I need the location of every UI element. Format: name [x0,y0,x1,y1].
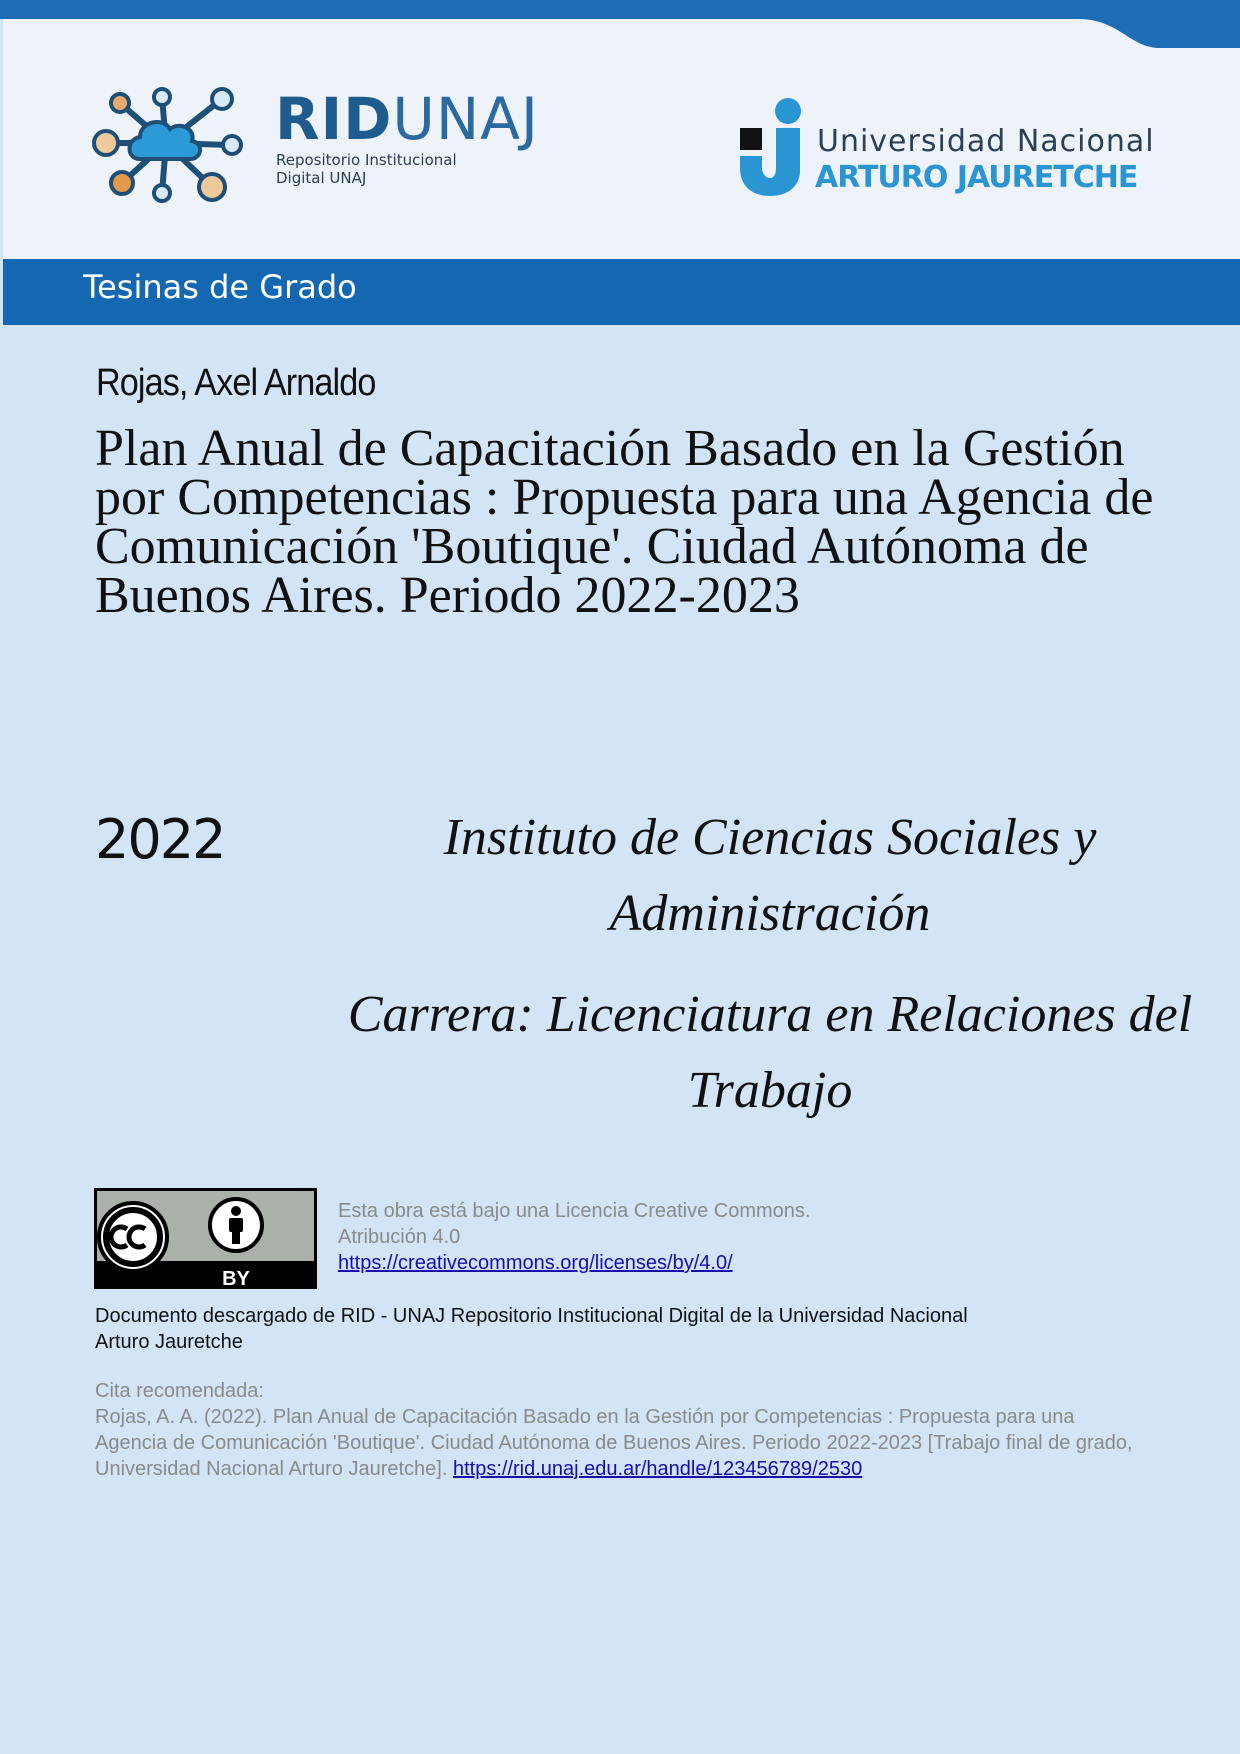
author-name: Rojas, Axel Arnaldo [96,362,376,404]
top-color-strip [0,0,1240,19]
download-note: Documento descargado de RID - UNAJ Repositorio Institucional Digital de la Universidad Nacional Arturo Jauretche [95,1305,968,1353]
license-link[interactable]: https://creativecommons.org/licenses/by/4.0/ [338,1252,733,1274]
citation-heading: Cita recomendada: [95,1380,264,1402]
license-info [338,1198,810,1276]
institute-name: Instituto de Ciencias Sociales y Administración [443,809,1097,942]
license-line1: Esta obra está bajo una Licencia Creative Commons. [338,1200,811,1222]
cc-by-license-badge[interactable] [93,1187,318,1290]
corner-swoosh-decoration [1080,0,1240,50]
citation-block [95,1378,1145,1482]
career-name: Carrera: Licenciatura en Relaciones del Trabajo [347,986,1193,1119]
rid-logo-title-bold: RID [275,85,393,153]
cc-icon [99,1203,167,1271]
document-title: Plan Anual de Capacitación Basado en la Gestión por Competencias : Propuesta para una Agencia de Comunicación 'Boutique'. Ciudad Autónoma de Buenos Aires. Periodo 2022-2023 [95,420,1154,624]
publication-year: 2022 [95,808,225,871]
license-line2: Atribución 4.0 [338,1226,461,1248]
cc-badge-label: BY [222,1268,250,1290]
rid-logo-subtitle-line1: Repositorio Institucional [276,151,457,169]
section-label: Tesinas de Grado [83,268,357,306]
attribution-person-icon [210,1199,262,1251]
citation-body [95,1404,1145,1482]
rid-logo-wordmark [275,85,540,153]
unaj-logo-line2: ARTURO JAURETCHE [815,160,1138,195]
citation-link[interactable]: https://rid.unaj.edu.ar/handle/123456789/2530 [452,1458,863,1480]
rid-logo-title-light: UNAJ [392,85,540,153]
rid-logo-subtitle-line2: Digital UNAJ [276,169,367,187]
rid-logo-subtitle [276,151,457,187]
unaj-j-logo-icon [738,98,806,198]
rid-network-cloud-logo-icon [90,85,250,205]
citation-text: Rojas, A. A. (2022). Plan Anual de Capacitación Basado en la Gestión por Competencias : Propuesta para una Agencia de Comunicación 'Boutique'. Ciudad Autónoma de Buenos Aires. Periodo 2022-2023 [Trabajo final de grado, Universidad Nacional Arturo Jauretche]. [95,1406,1133,1480]
unaj-logo-line1: Universidad Nacional [817,124,1155,159]
